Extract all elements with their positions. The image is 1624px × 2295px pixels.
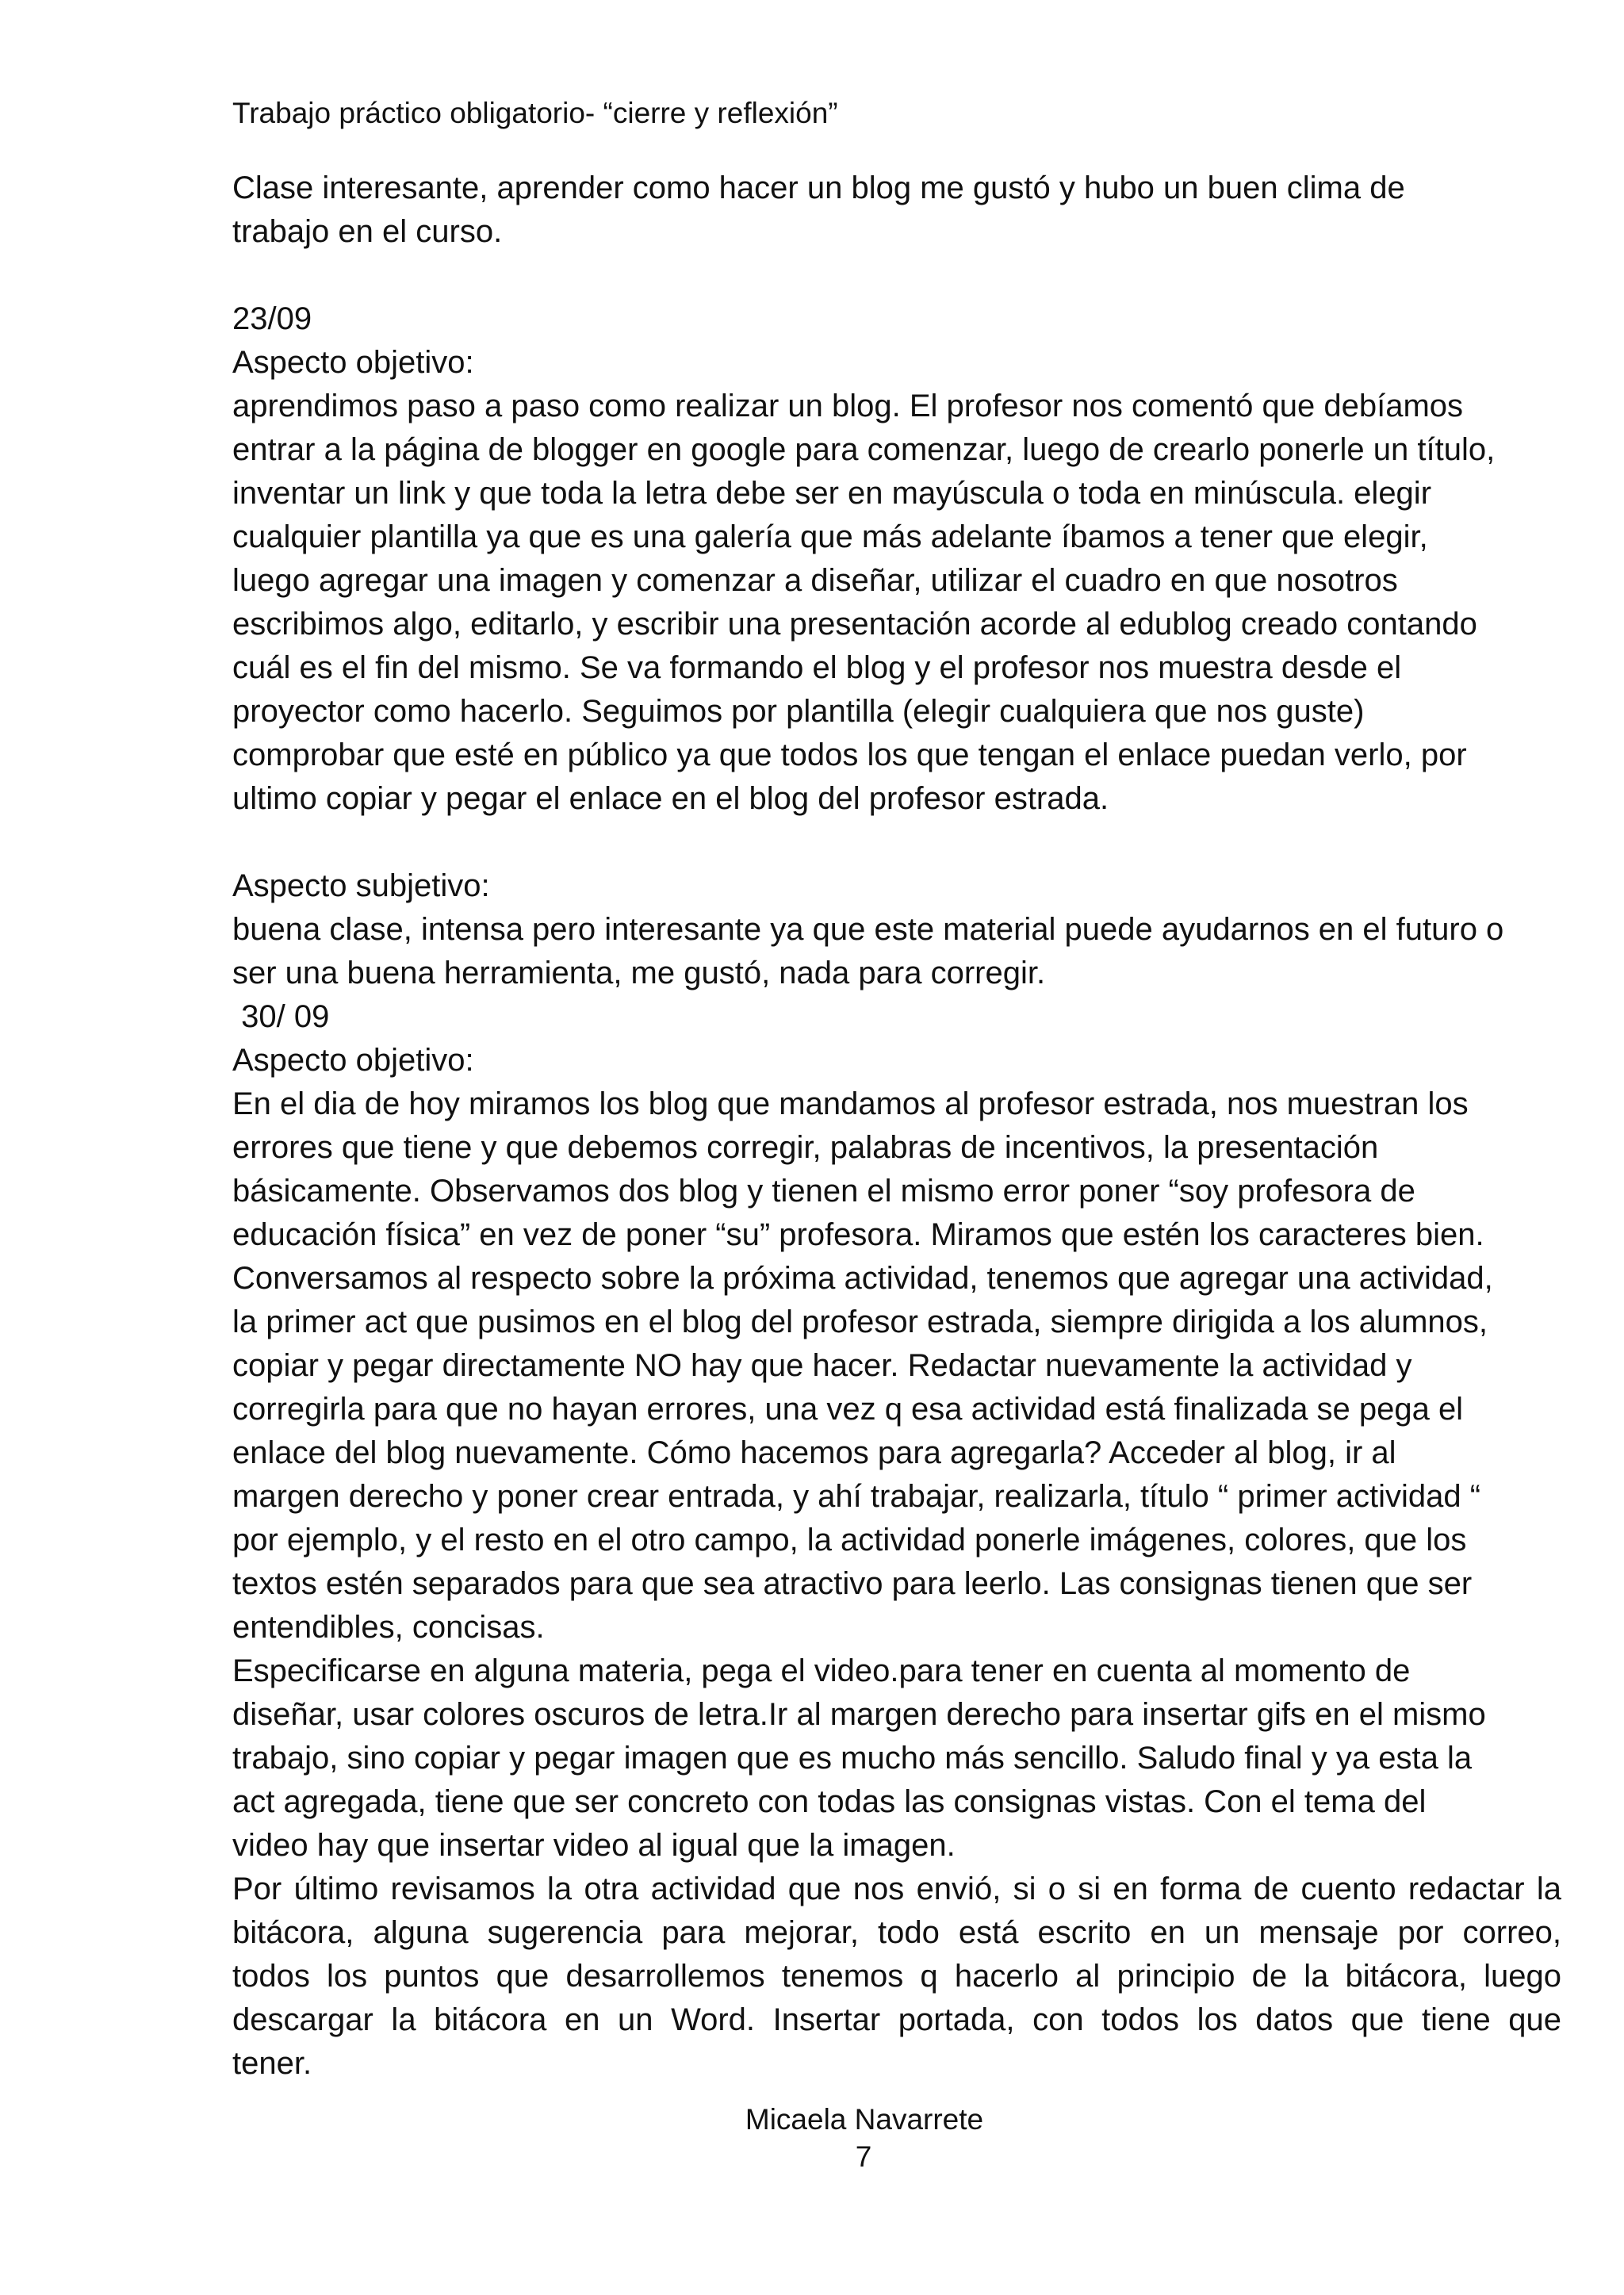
text-line: trabajo en el curso. bbox=[232, 214, 503, 249]
document-body bbox=[232, 167, 1561, 2086]
entry-date: 23/09 bbox=[232, 301, 312, 336]
closing-paragraph bbox=[232, 1868, 1561, 2086]
text-line: tener. bbox=[232, 2046, 312, 2081]
subjective-paragraph bbox=[232, 908, 1561, 995]
text-line: inventar un link y que toda la letra debe ser en mayúscula o toda en minúscula. elegir bbox=[232, 476, 1432, 511]
objective-paragraph bbox=[232, 1082, 1561, 1868]
page-number: 7 bbox=[855, 2140, 872, 2173]
intro-paragraph bbox=[232, 167, 1561, 254]
text-line: todos los puntos que desarrollemos tenemos q hacerlo al principio de la bitácora, luego bbox=[232, 1959, 1561, 1994]
text-line: luego agregar una imagen y comenzar a diseñar, utilizar el cuadro en que nosotros bbox=[232, 563, 1398, 598]
text-line: ser una buena herramienta, me gustó, nada para corregir. bbox=[232, 956, 1046, 990]
text-line: básicamente. Observamos dos blog y tienen el mismo error poner “soy profesora de bbox=[232, 1174, 1415, 1209]
page-header: Trabajo práctico obligatorio- “cierre y reflexión” bbox=[232, 97, 838, 129]
section-heading: Aspecto objetivo: bbox=[232, 345, 474, 380]
text-line: video hay que insertar video al igual que la imagen. bbox=[232, 1828, 956, 1863]
text-line: por ejemplo, y el resto en el otro campo, la actividad ponerle imágenes, colores, que los bbox=[232, 1523, 1467, 1557]
text-line: entrar a la página de blogger en google para comenzar, luego de crearlo ponerle un título, bbox=[232, 432, 1496, 467]
text-line: Clase interesante, aprender como hacer un blog me gustó y hubo un buen clima de bbox=[232, 170, 1405, 205]
text-line: cualquier plantilla ya que es una galería que más adelante íbamos a tener que elegir, bbox=[232, 519, 1428, 554]
text-line: corregirla para que no hayan errores, una vez q esa actividad está finalizada se pega el bbox=[232, 1392, 1464, 1427]
text-line: diseñar, usar colores oscuros de letra.Ir al margen derecho para insertar gifs en el mismo bbox=[232, 1697, 1486, 1732]
text-line: proyector como hacerlo. Seguimos por plantilla (elegir cualquiera que nos guste) bbox=[232, 694, 1365, 729]
text-line: Conversamos al respecto sobre la próxima actividad, tenemos que agregar una actividad, bbox=[232, 1261, 1493, 1296]
text-line: cuál es el fin del mismo. Se va formando el blog y el profesor nos muestra desde el bbox=[232, 650, 1402, 685]
entry-30-09 bbox=[232, 995, 1561, 2086]
section-heading: Aspecto subjetivo: bbox=[232, 868, 490, 903]
text-line: textos estén separados para que sea atractivo para leerlo. Las consignas tienen que ser bbox=[232, 1566, 1473, 1601]
text-line: copiar y pegar directamente NO hay que hacer. Redactar nuevamente la actividad y bbox=[232, 1348, 1412, 1383]
text-line: act agregada, tiene que ser concreto con todas las consignas vistas. Con el tema del bbox=[232, 1784, 1427, 1819]
text-line: la primer act que pusimos en el blog del profesor estrada, siempre dirigida a los alumnos, bbox=[232, 1305, 1488, 1339]
blank-line bbox=[232, 821, 1561, 864]
entry-23-09 bbox=[232, 297, 1561, 995]
text-line: margen derecho y poner crear entrada, y ahí trabajar, realizarla, título “ primer actividad “ bbox=[232, 1479, 1481, 1514]
text-line: Especificarse en alguna materia, pega el video.para tener en cuenta al momento de bbox=[232, 1653, 1411, 1688]
footer-author: Micaela Navarrete bbox=[745, 2103, 984, 2136]
text-line: bitácora, alguna sugerencia para mejorar, todo está escrito en un mensaje por correo, bbox=[232, 1915, 1561, 1950]
text-line: escribimos algo, editarlo, y escribir una presentación acorde al edublog creado contando bbox=[232, 607, 1477, 642]
text-line: enlace del blog nuevamente. Cómo hacemos para agregarla? Acceder al blog, ir al bbox=[232, 1435, 1396, 1470]
text-line: aprendimos paso a paso como realizar un blog. El profesor nos comentó que debíamos bbox=[232, 389, 1464, 423]
text-line: En el dia de hoy miramos los blog que mandamos al profesor estrada, nos muestran los bbox=[232, 1086, 1469, 1121]
text-line: descargar la bitácora en un Word. Insertar portada, con todos los datos que tiene que bbox=[232, 2002, 1561, 2037]
text-line: comprobar que esté en público ya que todos los que tengan el enlace puedan verlo, por bbox=[232, 738, 1467, 772]
text-line: trabajo, sino copiar y pegar imagen que es mucho más sencillo. Saludo final y ya esta la bbox=[232, 1741, 1473, 1776]
text-line: ultimo copiar y pegar el enlace en el blog del profesor estrada. bbox=[232, 781, 1109, 816]
text-line: buena clase, intensa pero interesante ya que este material puede ayudarnos en el futuro o bbox=[232, 912, 1504, 947]
text-line: errores que tiene y que debemos corregir, palabras de incentivos, la presentación bbox=[232, 1130, 1379, 1165]
blank-line bbox=[232, 254, 1561, 297]
text-line: entendibles, concisas. bbox=[232, 1610, 545, 1645]
objective-paragraph bbox=[232, 385, 1561, 821]
section-heading: Aspecto objetivo: bbox=[232, 1043, 474, 1078]
entry-date: 30/ 09 bbox=[232, 999, 330, 1034]
text-line: Por último revisamos la otra actividad que nos envió, si o si en forma de cuento redactar la bbox=[232, 1872, 1561, 1906]
text-line: educación física” en vez de poner “su” profesora. Miramos que estén los caracteres bien. bbox=[232, 1217, 1484, 1252]
